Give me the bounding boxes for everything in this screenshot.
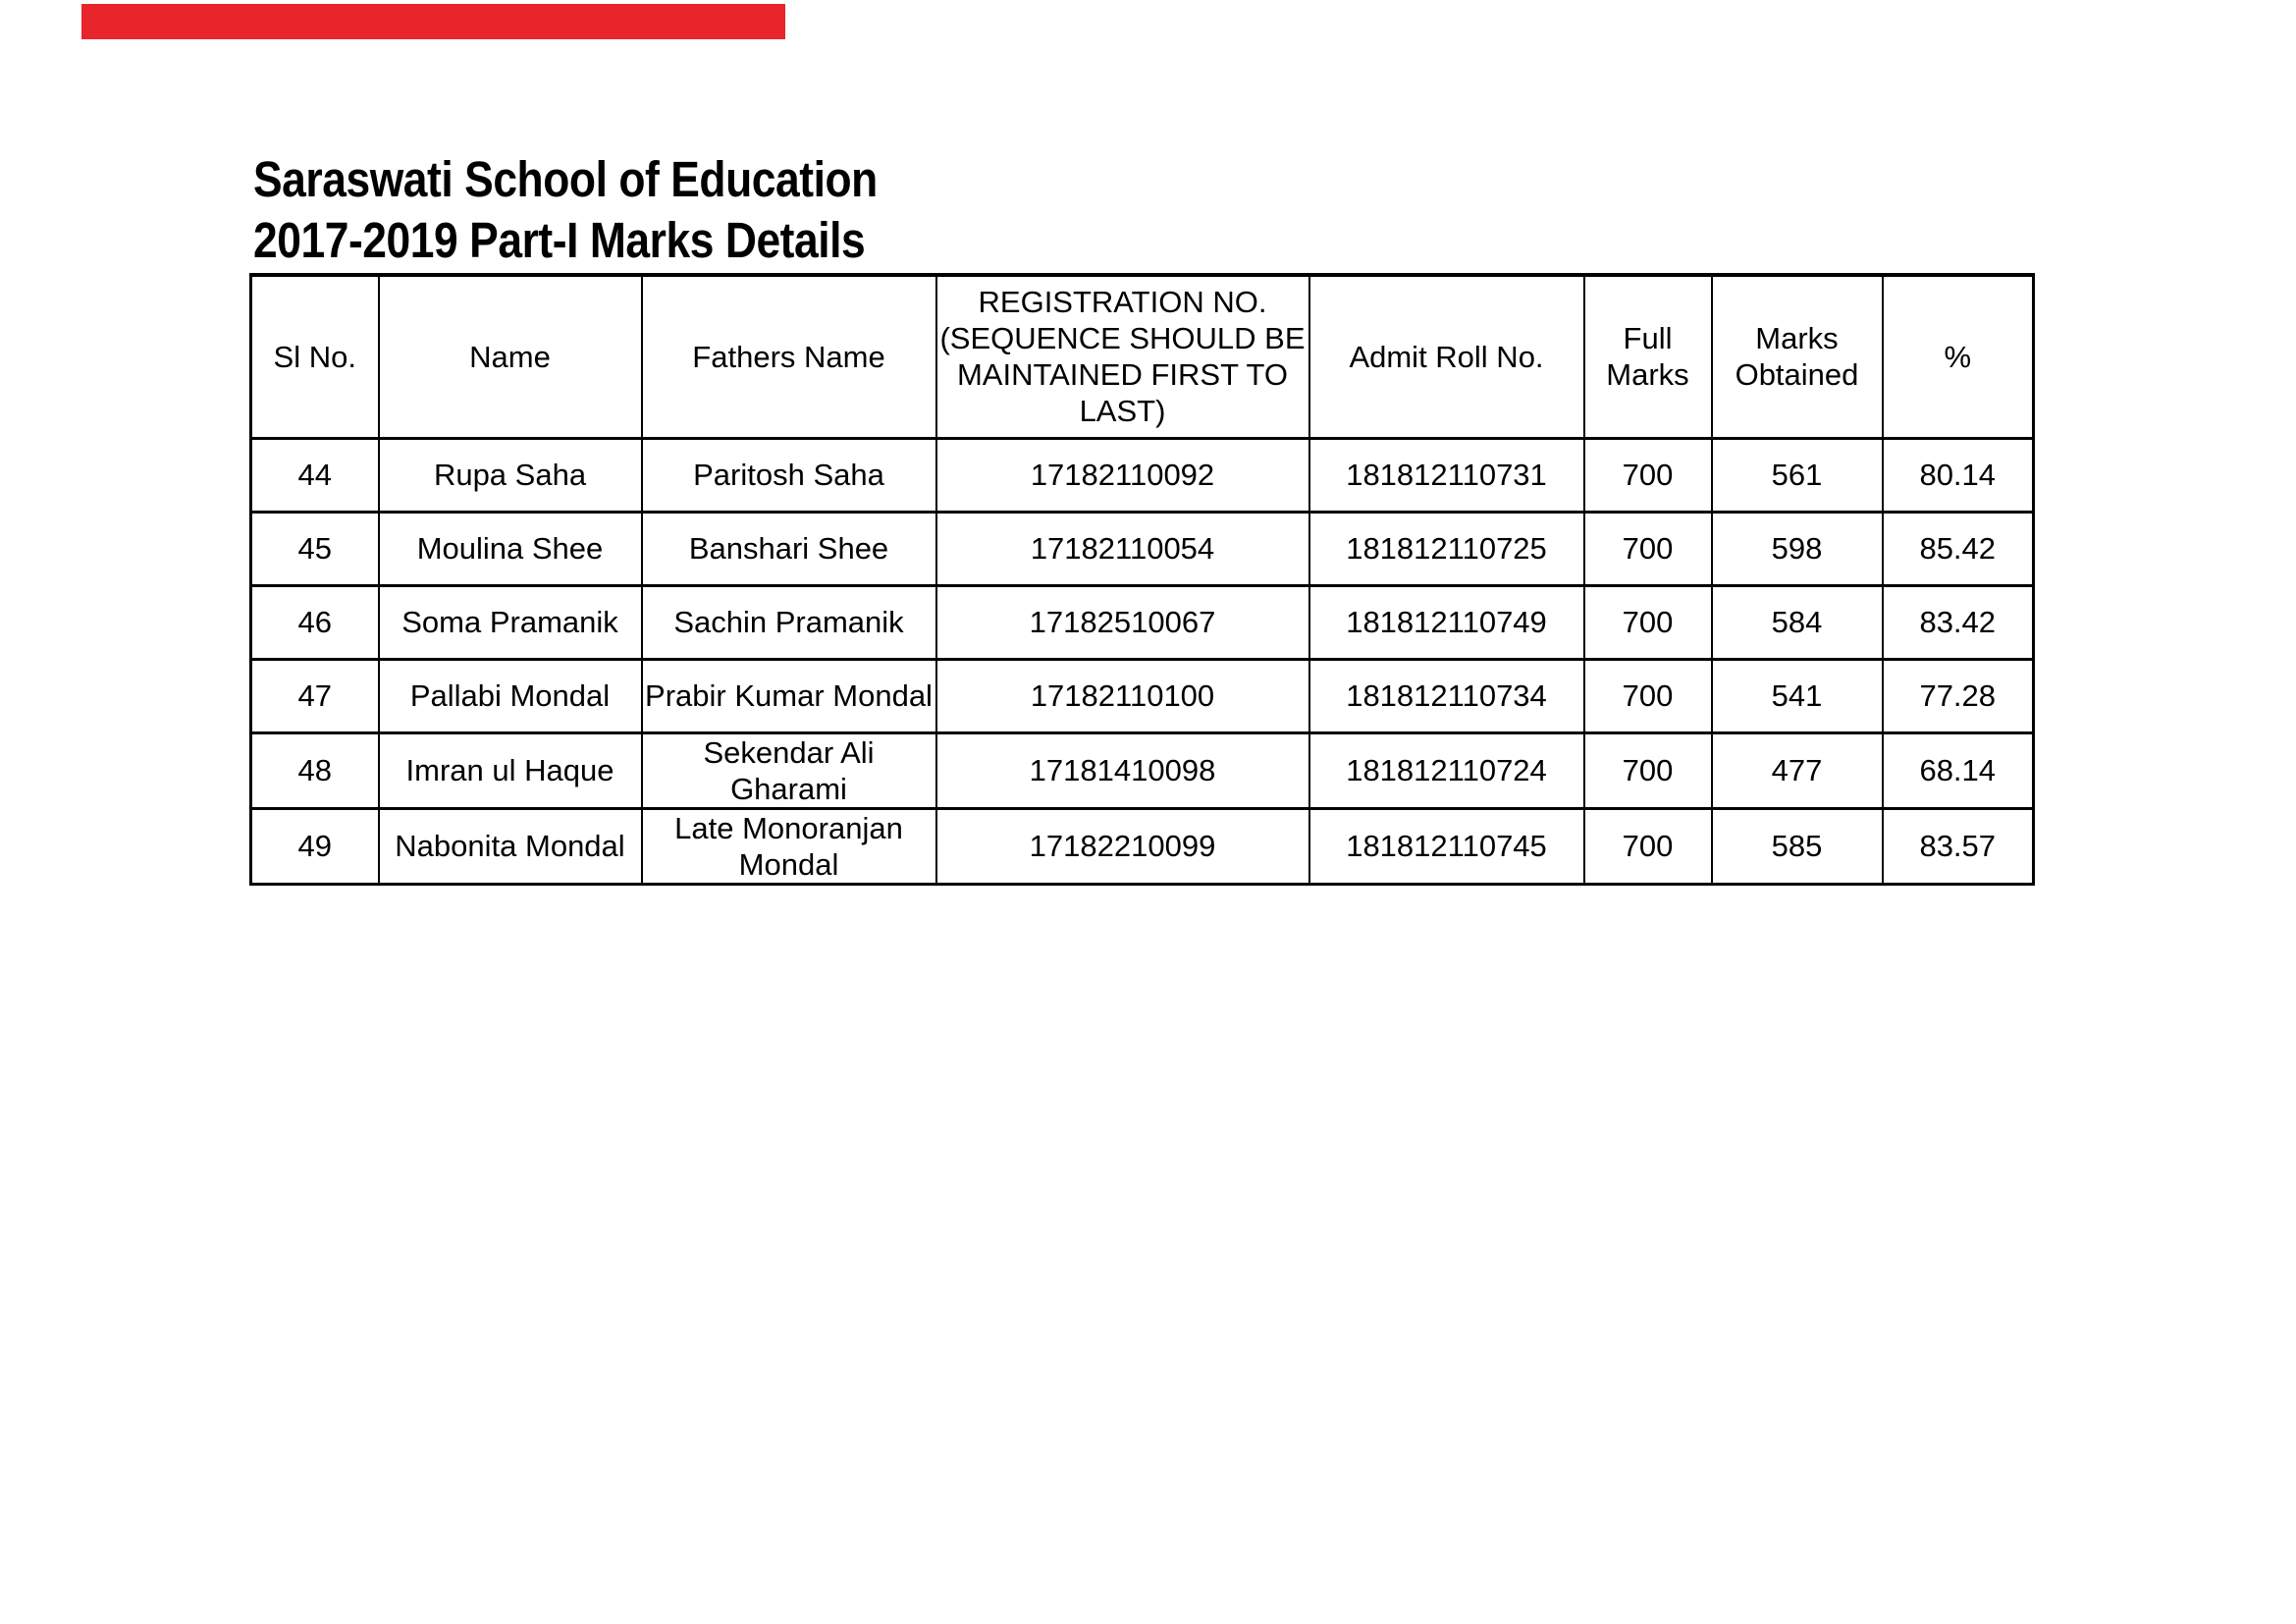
cell-percent: 77.28 [1883, 659, 2034, 732]
header-row [251, 275, 2034, 438]
cell-registration-no: 17182110054 [936, 512, 1309, 585]
cell-admit-roll-no: 181812110724 [1309, 732, 1584, 808]
cell-sl-no: 48 [251, 732, 379, 808]
cell-registration-no: 17182510067 [936, 585, 1309, 659]
marks-table [249, 273, 2035, 886]
cell-registration-no: 17181410098 [936, 732, 1309, 808]
cell-full-marks: 700 [1584, 808, 1712, 884]
col-header-admit-roll-no: Admit Roll No. [1309, 275, 1584, 438]
cell-fathers-name: Late Monoranjan Mondal [642, 808, 936, 884]
cell-name: Pallabi Mondal [379, 659, 642, 732]
cell-percent: 80.14 [1883, 438, 2034, 512]
cell-name: Rupa Saha [379, 438, 642, 512]
cell-percent: 83.57 [1883, 808, 2034, 884]
cell-full-marks: 700 [1584, 585, 1712, 659]
cell-admit-roll-no: 181812110734 [1309, 659, 1584, 732]
table-row [251, 438, 2034, 512]
col-header-name: Name [379, 275, 642, 438]
cell-name: Nabonita Mondal [379, 808, 642, 884]
col-header-sl-no: Sl No. [251, 275, 379, 438]
cell-name: Soma Pramanik [379, 585, 642, 659]
col-header-marks-obtained: Marks Obtained [1712, 275, 1883, 438]
col-header-registration-no: REGISTRATION NO. (SEQUENCE SHOULD BE MAINTAINED FIRST TO LAST) [936, 275, 1309, 438]
cell-sl-no: 44 [251, 438, 379, 512]
cell-name: Imran ul Haque [379, 732, 642, 808]
cell-registration-no: 17182110100 [936, 659, 1309, 732]
cell-full-marks: 700 [1584, 438, 1712, 512]
document-title-line2: 2017-2019 Part-I Marks Details [253, 212, 866, 268]
table-row [251, 512, 2034, 585]
cell-fathers-name: Paritosh Saha [642, 438, 936, 512]
cell-marks-obtained: 585 [1712, 808, 1883, 884]
cell-full-marks: 700 [1584, 732, 1712, 808]
cell-fathers-name: Prabir Kumar Mondal [642, 659, 936, 732]
cell-admit-roll-no: 181812110725 [1309, 512, 1584, 585]
cell-registration-no: 17182110092 [936, 438, 1309, 512]
table-row [251, 732, 2034, 808]
red-banner [81, 4, 785, 39]
cell-fathers-name: Sachin Pramanik [642, 585, 936, 659]
cell-marks-obtained: 477 [1712, 732, 1883, 808]
cell-fathers-name: Banshari Shee [642, 512, 936, 585]
cell-sl-no: 47 [251, 659, 379, 732]
cell-admit-roll-no: 181812110731 [1309, 438, 1584, 512]
document-title-line1: Saraswati School of Education [253, 151, 878, 207]
cell-marks-obtained: 561 [1712, 438, 1883, 512]
cell-fathers-name: Sekendar Ali Gharami [642, 732, 936, 808]
cell-percent: 85.42 [1883, 512, 2034, 585]
col-header-percent: % [1883, 275, 2034, 438]
cell-name: Moulina Shee [379, 512, 642, 585]
table-row [251, 585, 2034, 659]
cell-admit-roll-no: 181812110749 [1309, 585, 1584, 659]
cell-marks-obtained: 584 [1712, 585, 1883, 659]
col-header-full-marks: Full Marks [1584, 275, 1712, 438]
cell-marks-obtained: 541 [1712, 659, 1883, 732]
cell-sl-no: 49 [251, 808, 379, 884]
cell-registration-no: 17182210099 [936, 808, 1309, 884]
cell-percent: 68.14 [1883, 732, 2034, 808]
table-row [251, 808, 2034, 884]
cell-admit-roll-no: 181812110745 [1309, 808, 1584, 884]
table-row [251, 659, 2034, 732]
col-header-fathers-name: Fathers Name [642, 275, 936, 438]
cell-percent: 83.42 [1883, 585, 2034, 659]
cell-full-marks: 700 [1584, 659, 1712, 732]
cell-sl-no: 45 [251, 512, 379, 585]
cell-marks-obtained: 598 [1712, 512, 1883, 585]
cell-full-marks: 700 [1584, 512, 1712, 585]
cell-sl-no: 46 [251, 585, 379, 659]
